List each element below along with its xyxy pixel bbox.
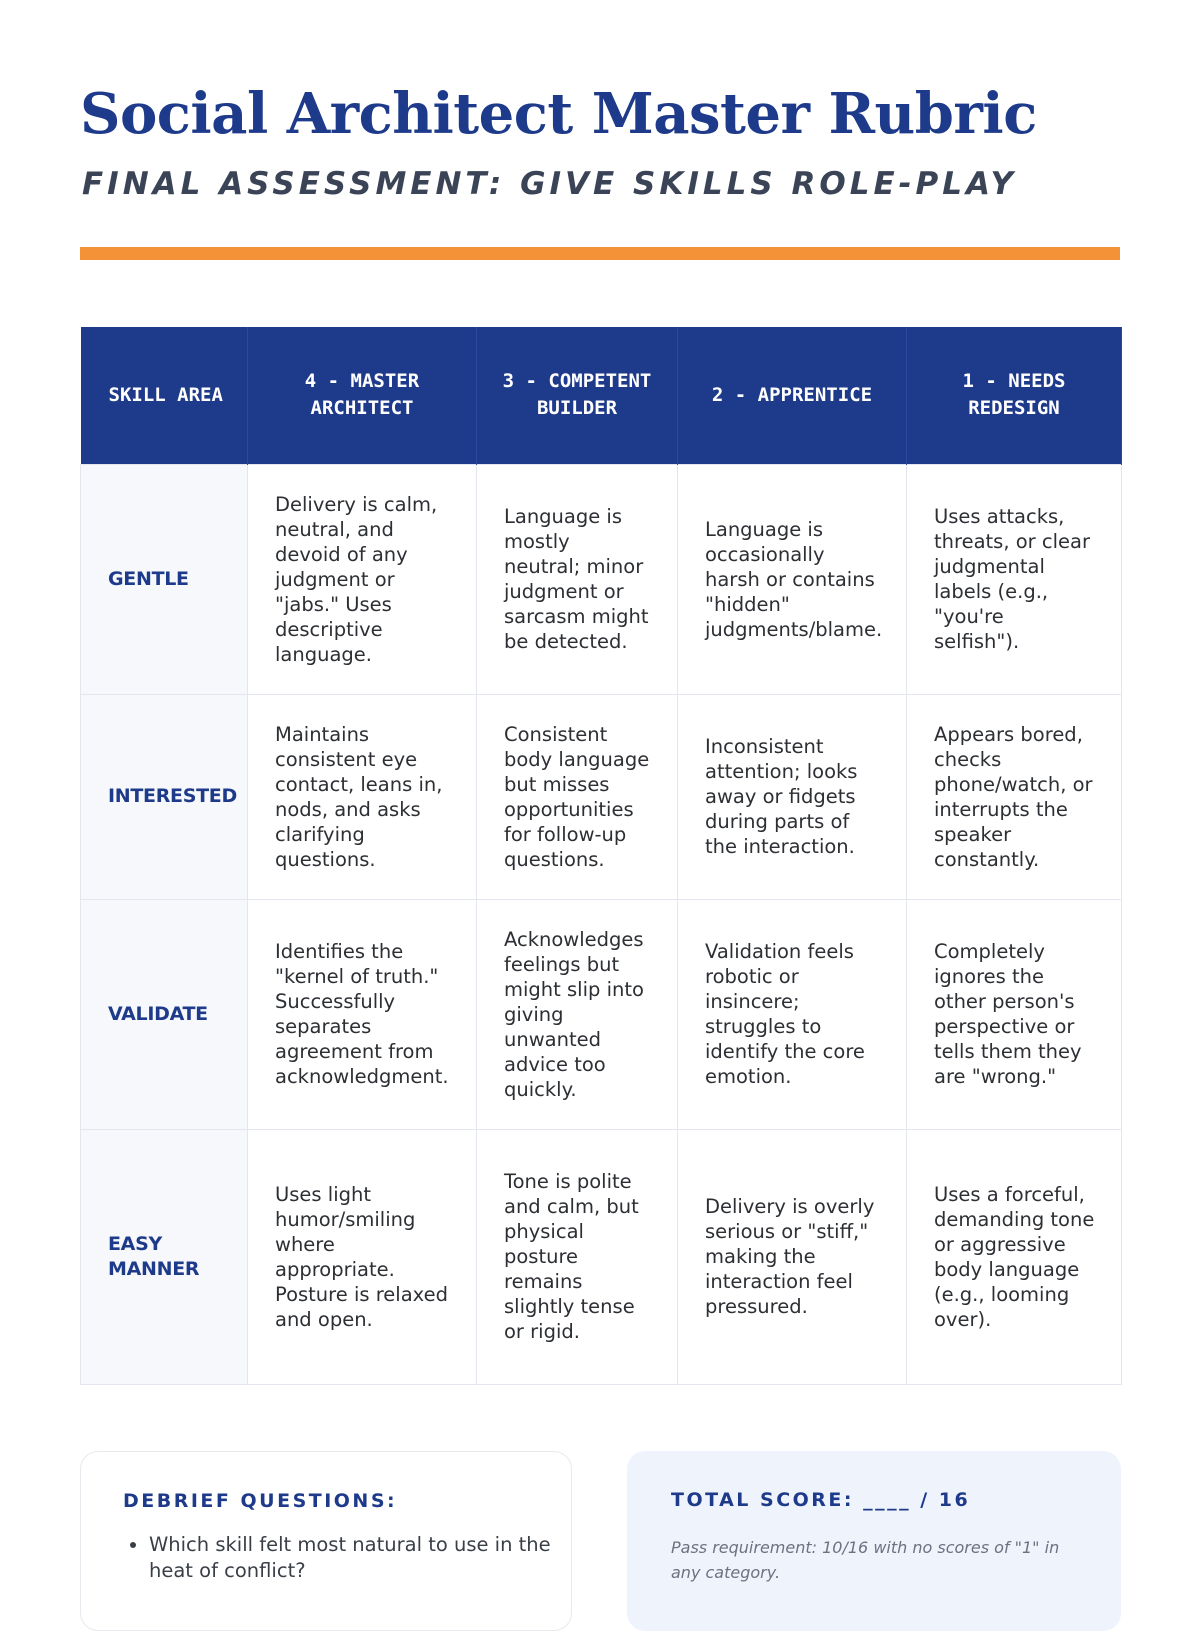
rubric-table: [80, 327, 1122, 1385]
total-score-heading: TOTAL SCORE: ____ / 16: [671, 1489, 971, 1511]
rubric-row-gentle: [81, 464, 1122, 694]
page-title: Social Architect Master Rubric: [80, 81, 1037, 147]
pass-requirement-note: Pass requirement: 10/16 with no scores of "1" in any category.: [671, 1538, 1060, 1582]
criterion-cell: Delivery is overly serious or "stiff," making the interaction feel pressured.: [678, 1129, 907, 1384]
column-header-apprentice: 2 - APPRENTICE: [678, 327, 907, 464]
criterion-cell: Uses light humor/smiling where appropriate. Posture is relaxed and open.: [248, 1129, 477, 1384]
debrief-question: • Which skill felt most natural to use in the heat of conflict?: [149, 1532, 569, 1584]
accent-divider: [80, 247, 1120, 260]
rubric-row-interested: [81, 694, 1122, 899]
skill-area-label: INTERESTED: [81, 694, 248, 899]
column-header-master-architect: 4 - MASTER ARCHITECT: [248, 327, 477, 464]
criterion-cell: Uses attacks, threats, or clear judgmental labels (e.g., "you're selfish").: [907, 464, 1122, 694]
criterion-cell: Inconsistent attention; looks away or fidgets during parts of the interaction.: [678, 694, 907, 899]
criterion-cell: Uses a forceful, demanding tone or aggressive body language (e.g., looming over).: [907, 1129, 1122, 1384]
debrief-questions-card: [80, 1451, 572, 1631]
column-header-skill-area: SKILL AREA: [81, 327, 248, 464]
criterion-cell: Language is mostly neutral; minor judgment or sarcasm might be detected.: [477, 464, 678, 694]
criterion-cell: Completely ignores the other person's perspective or tells them they are "wrong.": [907, 899, 1122, 1129]
total-score-card: [627, 1451, 1121, 1631]
criterion-cell: Identifies the "kernel of truth." Successfully separates agreement from acknowledgment.: [248, 899, 477, 1129]
criterion-cell: Tone is polite and calm, but physical posture remains slightly tense or rigid.: [477, 1129, 678, 1384]
debrief-heading: DEBRIEF QUESTIONS:: [123, 1490, 398, 1512]
criterion-cell: Appears bored, checks phone/watch, or interrupts the speaker constantly.: [907, 694, 1122, 899]
debrief-question-list: [123, 1532, 569, 1584]
criterion-cell: Maintains consistent eye contact, leans in, nods, and asks clarifying questions.: [248, 694, 477, 899]
rubric-header-row: [81, 327, 1122, 464]
column-header-needs-redesign: 1 - NEEDS REDESIGN: [907, 327, 1122, 464]
rubric-row-easy-manner: [81, 1129, 1122, 1384]
criterion-cell: Language is occasionally harsh or contains "hidden" judgments/blame.: [678, 464, 907, 694]
criterion-cell: Consistent body language but misses opportunities for follow-up questions.: [477, 694, 678, 899]
page-subtitle: FINAL ASSESSMENT: GIVE SKILLS ROLE-PLAY: [82, 166, 1017, 202]
skill-area-label: VALIDATE: [81, 899, 248, 1129]
criterion-cell: Validation feels robotic or insincere; struggles to identify the core emotion.: [678, 899, 907, 1129]
skill-area-label: EASY MANNER: [81, 1129, 248, 1384]
skill-area-label: GENTLE: [81, 464, 248, 694]
rubric-row-validate: [81, 899, 1122, 1129]
criterion-cell: Acknowledges feelings but might slip into giving unwanted advice too quickly.: [477, 899, 678, 1129]
column-header-competent-builder: 3 - COMPETENT BUILDER: [477, 327, 678, 464]
criterion-cell: Delivery is calm, neutral, and devoid of any judgment or "jabs." Uses descriptive language.: [248, 464, 477, 694]
